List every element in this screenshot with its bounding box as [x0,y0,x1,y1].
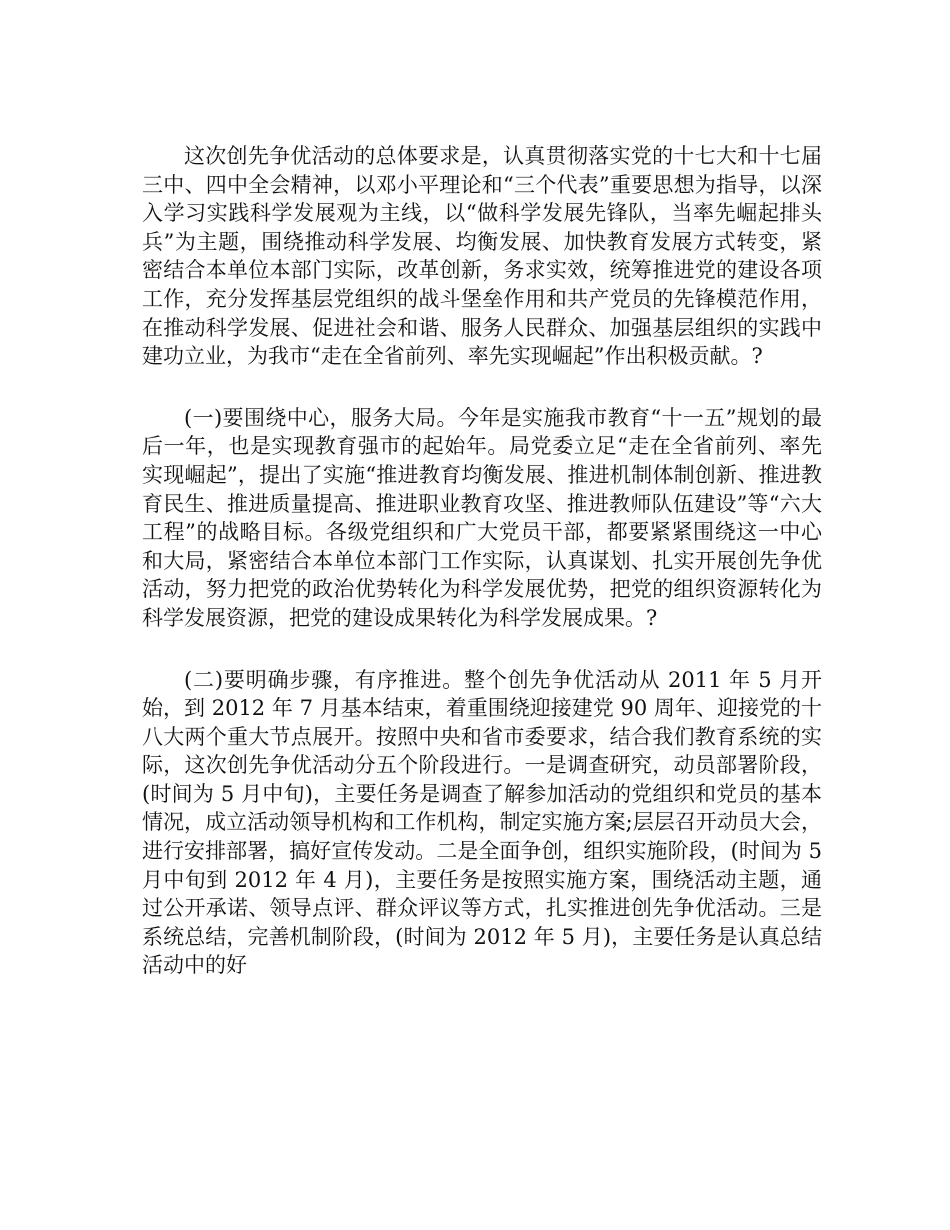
document-body [142,142,822,980]
paragraph-gap [142,633,822,666]
paragraph-general-requirements: 这次创先争优活动的总体要求是，认真贯彻落实党的十七大和十七届三中、四中全会精神，以邓小平理论和“三个代表”重要思想为指导，以深入学习实践科学发展观为主线，以“做科学发展先锋队，当率先崛起排头兵”为主题，围绕推动科学发展、均衡发展、加快教育发展方式转变，紧密结合本单位本部门实际，改革创新，务求实效，统筹推进党的建设各项工作，充分发挥基层党组织的战斗堡垒作用和共产党员的先锋模范作用，在推动科学发展、促进社会和谐、服务人民群众、加强基层组织的实践中建功立业，为我市“走在全省前列、率先实现崛起”作出积极贡献。? [142,144,822,369]
paragraph-section-two: (二)要明确步骤，有序推进。整个创先争优活动从 2011 年 5 月开始，到 2012 年 7 月基本结束，着重围绕迎接建党 90 周年、迎接党的十八大两个重大节点展开。按照中央和省市委要求，结合我们教育系统的实际，这次创先争优活动分五个阶段进行。一是调查研究，动员部署阶段，(时间为 5 月中旬)，主要任务是调查了解参加活动的党组织和党员的基本情况，成立活动领导机构和工作机构，制定实施方案;层层召开动员大会，进行安排部署，搞好宣传发动。二是全面争创，组织实施阶段，(时间为 5 月中旬到 2012 年 4 月)，主要任务是按照实施方案，围绕活动主题，通过公开承诺、领导点评、群众评议等方式，扎实推进创先争优活动。三是系统总结，完善机制阶段，(时间为 2012 年 5 月)，主要任务是认真总结活动中的好 [142,667,822,978]
paragraph-gap [142,371,822,404]
paragraph-section-one: (一)要围绕中心，服务大局。今年是实施我市教育“十一五”规划的最后一年，也是实现教育强市的起始年。局党委立足“走在全省前列、率先实现崛起”，提出了实施“推进教育均衡发展、推进机制体制创新、推进教育民生、推进质量提高、推进职业教育攻坚、推进教师队伍建设”等“六大工程”的战略目标。各级党组织和广大党员干部，都要紧紧围绕这一中心和大局，紧密结合本单位本部门工作实际，认真谋划、扎实开展创先争优活动，努力把党的政治优势转化为科学发展优势，把党的组织资源转化为科学发展资源，把党的建设成果转化为科学发展成果。? [142,405,822,630]
